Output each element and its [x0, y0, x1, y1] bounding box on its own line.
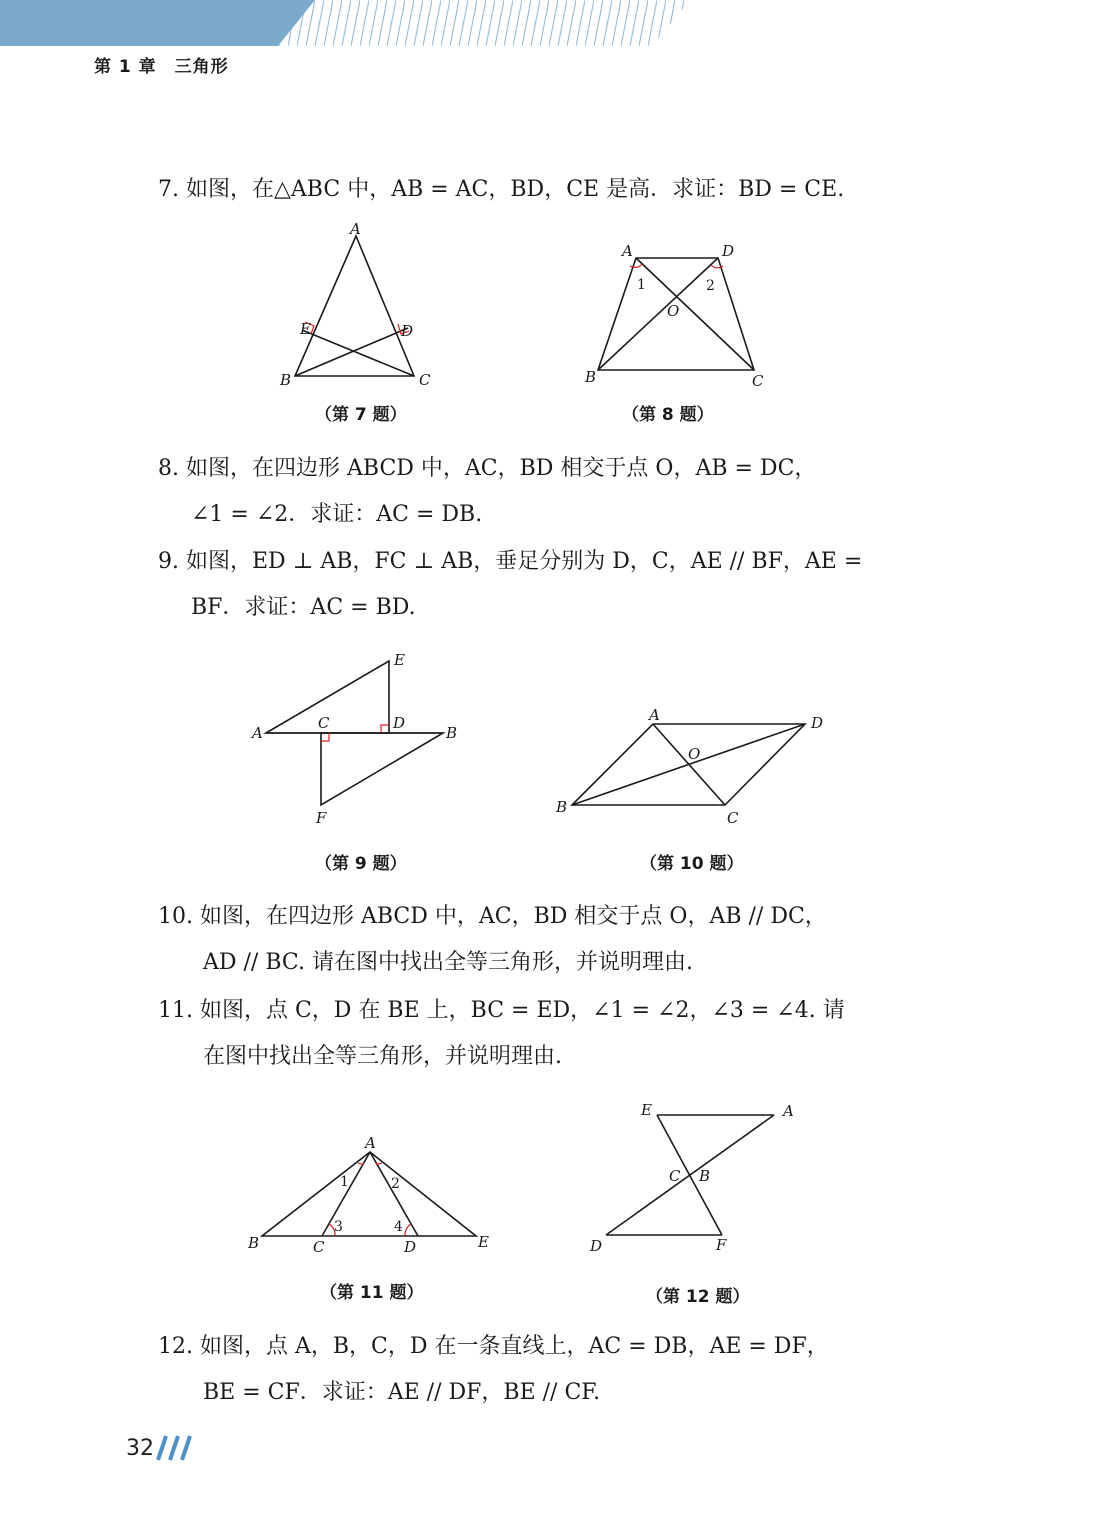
- label-o: O: [688, 745, 701, 763]
- problem-9-line-1: 9. 如图，ED ⊥ AB，FC ⊥ AB，垂足分别为 D，C，AE // BF，AE =: [158, 549, 863, 574]
- problem-7: [158, 175, 898, 205]
- label-d: D: [393, 714, 406, 732]
- label-e: E: [300, 320, 311, 338]
- problem-11-line-1: 11. 如图，点 C，D 在 BE 上，BC = ED，∠1 = ∠2，∠3 = ∠4. 请: [158, 998, 845, 1023]
- label-c: C: [727, 809, 739, 827]
- problem-7-text: 7. 如图，在△ABC 中，AB = AC，BD，CE 是高．求证：BD = CE.: [158, 177, 845, 202]
- label-b: B: [446, 724, 458, 742]
- label-d: D: [811, 714, 824, 732]
- label-b: B: [585, 368, 597, 386]
- label-b: B: [248, 1234, 260, 1252]
- label-f: F: [316, 809, 327, 827]
- label-c: C: [752, 372, 764, 390]
- right-angle-marker-c: [321, 733, 329, 741]
- figure-10: [552, 700, 842, 830]
- problem-9: [158, 547, 898, 623]
- angle-2-label: 2: [391, 1176, 400, 1192]
- caption-figure-7: （第 7 题）: [315, 405, 407, 425]
- label-b: B: [556, 798, 568, 816]
- problem-12-line-1: 12. 如图，点 A，B，C，D 在一条直线上，AC = DB，AE = DF，: [158, 1334, 829, 1359]
- label-d: D: [401, 322, 414, 340]
- triangle-abe: [262, 1152, 476, 1236]
- problem-12-line-2: BE = CF．求证：AE // DF，BE // CF.: [203, 1380, 601, 1405]
- angle-4-label: 4: [394, 1219, 403, 1235]
- label-c: C: [669, 1167, 681, 1185]
- label-b: B: [280, 371, 292, 389]
- angle-4-marker: [405, 1224, 411, 1236]
- angle-1-marker: [630, 264, 642, 267]
- line-ef: [657, 1115, 722, 1235]
- problem-12: [158, 1332, 898, 1408]
- header-band: [0, 0, 1093, 46]
- figure-7: [270, 218, 450, 390]
- page-number: 32: [126, 1436, 154, 1461]
- problem-11-line-2: 在图中找出全等三角形，并说明理由.: [203, 1044, 562, 1069]
- label-e: E: [641, 1101, 652, 1119]
- problem-10-line-2: AD // BC. 请在图中找出全等三角形，并说明理由.: [203, 950, 693, 975]
- problem-10-line-1: 10. 如图，在四边形 ABCD 中，AC，BD 相交于点 O，AB // DC，: [158, 904, 827, 929]
- right-angle-marker-d: [381, 725, 389, 733]
- triangle-bcf: [321, 733, 443, 805]
- label-c: C: [313, 1238, 325, 1256]
- caption-figure-12: （第 12 题）: [646, 1287, 750, 1307]
- angle-3-label: 3: [334, 1219, 343, 1235]
- label-o: O: [667, 302, 680, 320]
- label-d: D: [722, 242, 735, 260]
- label-c: C: [419, 371, 431, 389]
- label-b: B: [699, 1167, 711, 1185]
- diagonal-bd: [572, 724, 805, 805]
- label-c: C: [318, 714, 330, 732]
- problem-11: [158, 996, 898, 1072]
- angle-1-label: 1: [637, 277, 646, 293]
- caption-figure-8: （第 8 题）: [622, 405, 714, 425]
- caption-figure-10: （第 10 题）: [640, 854, 744, 874]
- label-a: A: [622, 242, 633, 260]
- label-a: A: [252, 724, 263, 742]
- label-d: D: [590, 1237, 603, 1255]
- problem-8: [158, 454, 898, 530]
- problem-10: [158, 902, 898, 978]
- label-e: E: [394, 651, 405, 669]
- label-f: F: [716, 1236, 727, 1254]
- figure-12: [585, 1095, 810, 1260]
- angle-1-label: 1: [340, 1174, 349, 1190]
- caption-figure-9: （第 9 题）: [315, 854, 407, 874]
- chapter-title: 第 1 章 三角形: [94, 57, 229, 77]
- header-solid-block: [0, 0, 315, 46]
- problem-8-line-2: ∠1 = ∠2．求证：AC = DB.: [191, 502, 483, 527]
- label-a: A: [783, 1102, 794, 1120]
- label-a: A: [649, 706, 660, 724]
- label-e: E: [478, 1233, 489, 1251]
- label-a: A: [350, 220, 361, 238]
- label-a: A: [365, 1134, 376, 1152]
- diagonal-bd: [598, 258, 718, 370]
- problem-8-line-1: 8. 如图，在四边形 ABCD 中，AC，BD 相交于点 O，AB = DC，: [158, 456, 817, 481]
- header-hatch-block: [278, 0, 690, 46]
- figure-11: [240, 1130, 500, 1260]
- figure-8: [580, 236, 780, 396]
- label-d: D: [404, 1238, 417, 1256]
- page-slash-decoration: [156, 1434, 200, 1462]
- angle-2-label: 2: [706, 278, 715, 294]
- triangle-abc: [295, 236, 414, 376]
- problem-9-line-2: BF．求证：AC = BD.: [191, 595, 416, 620]
- caption-figure-11: （第 11 题）: [320, 1283, 424, 1303]
- figure-9: [250, 648, 470, 828]
